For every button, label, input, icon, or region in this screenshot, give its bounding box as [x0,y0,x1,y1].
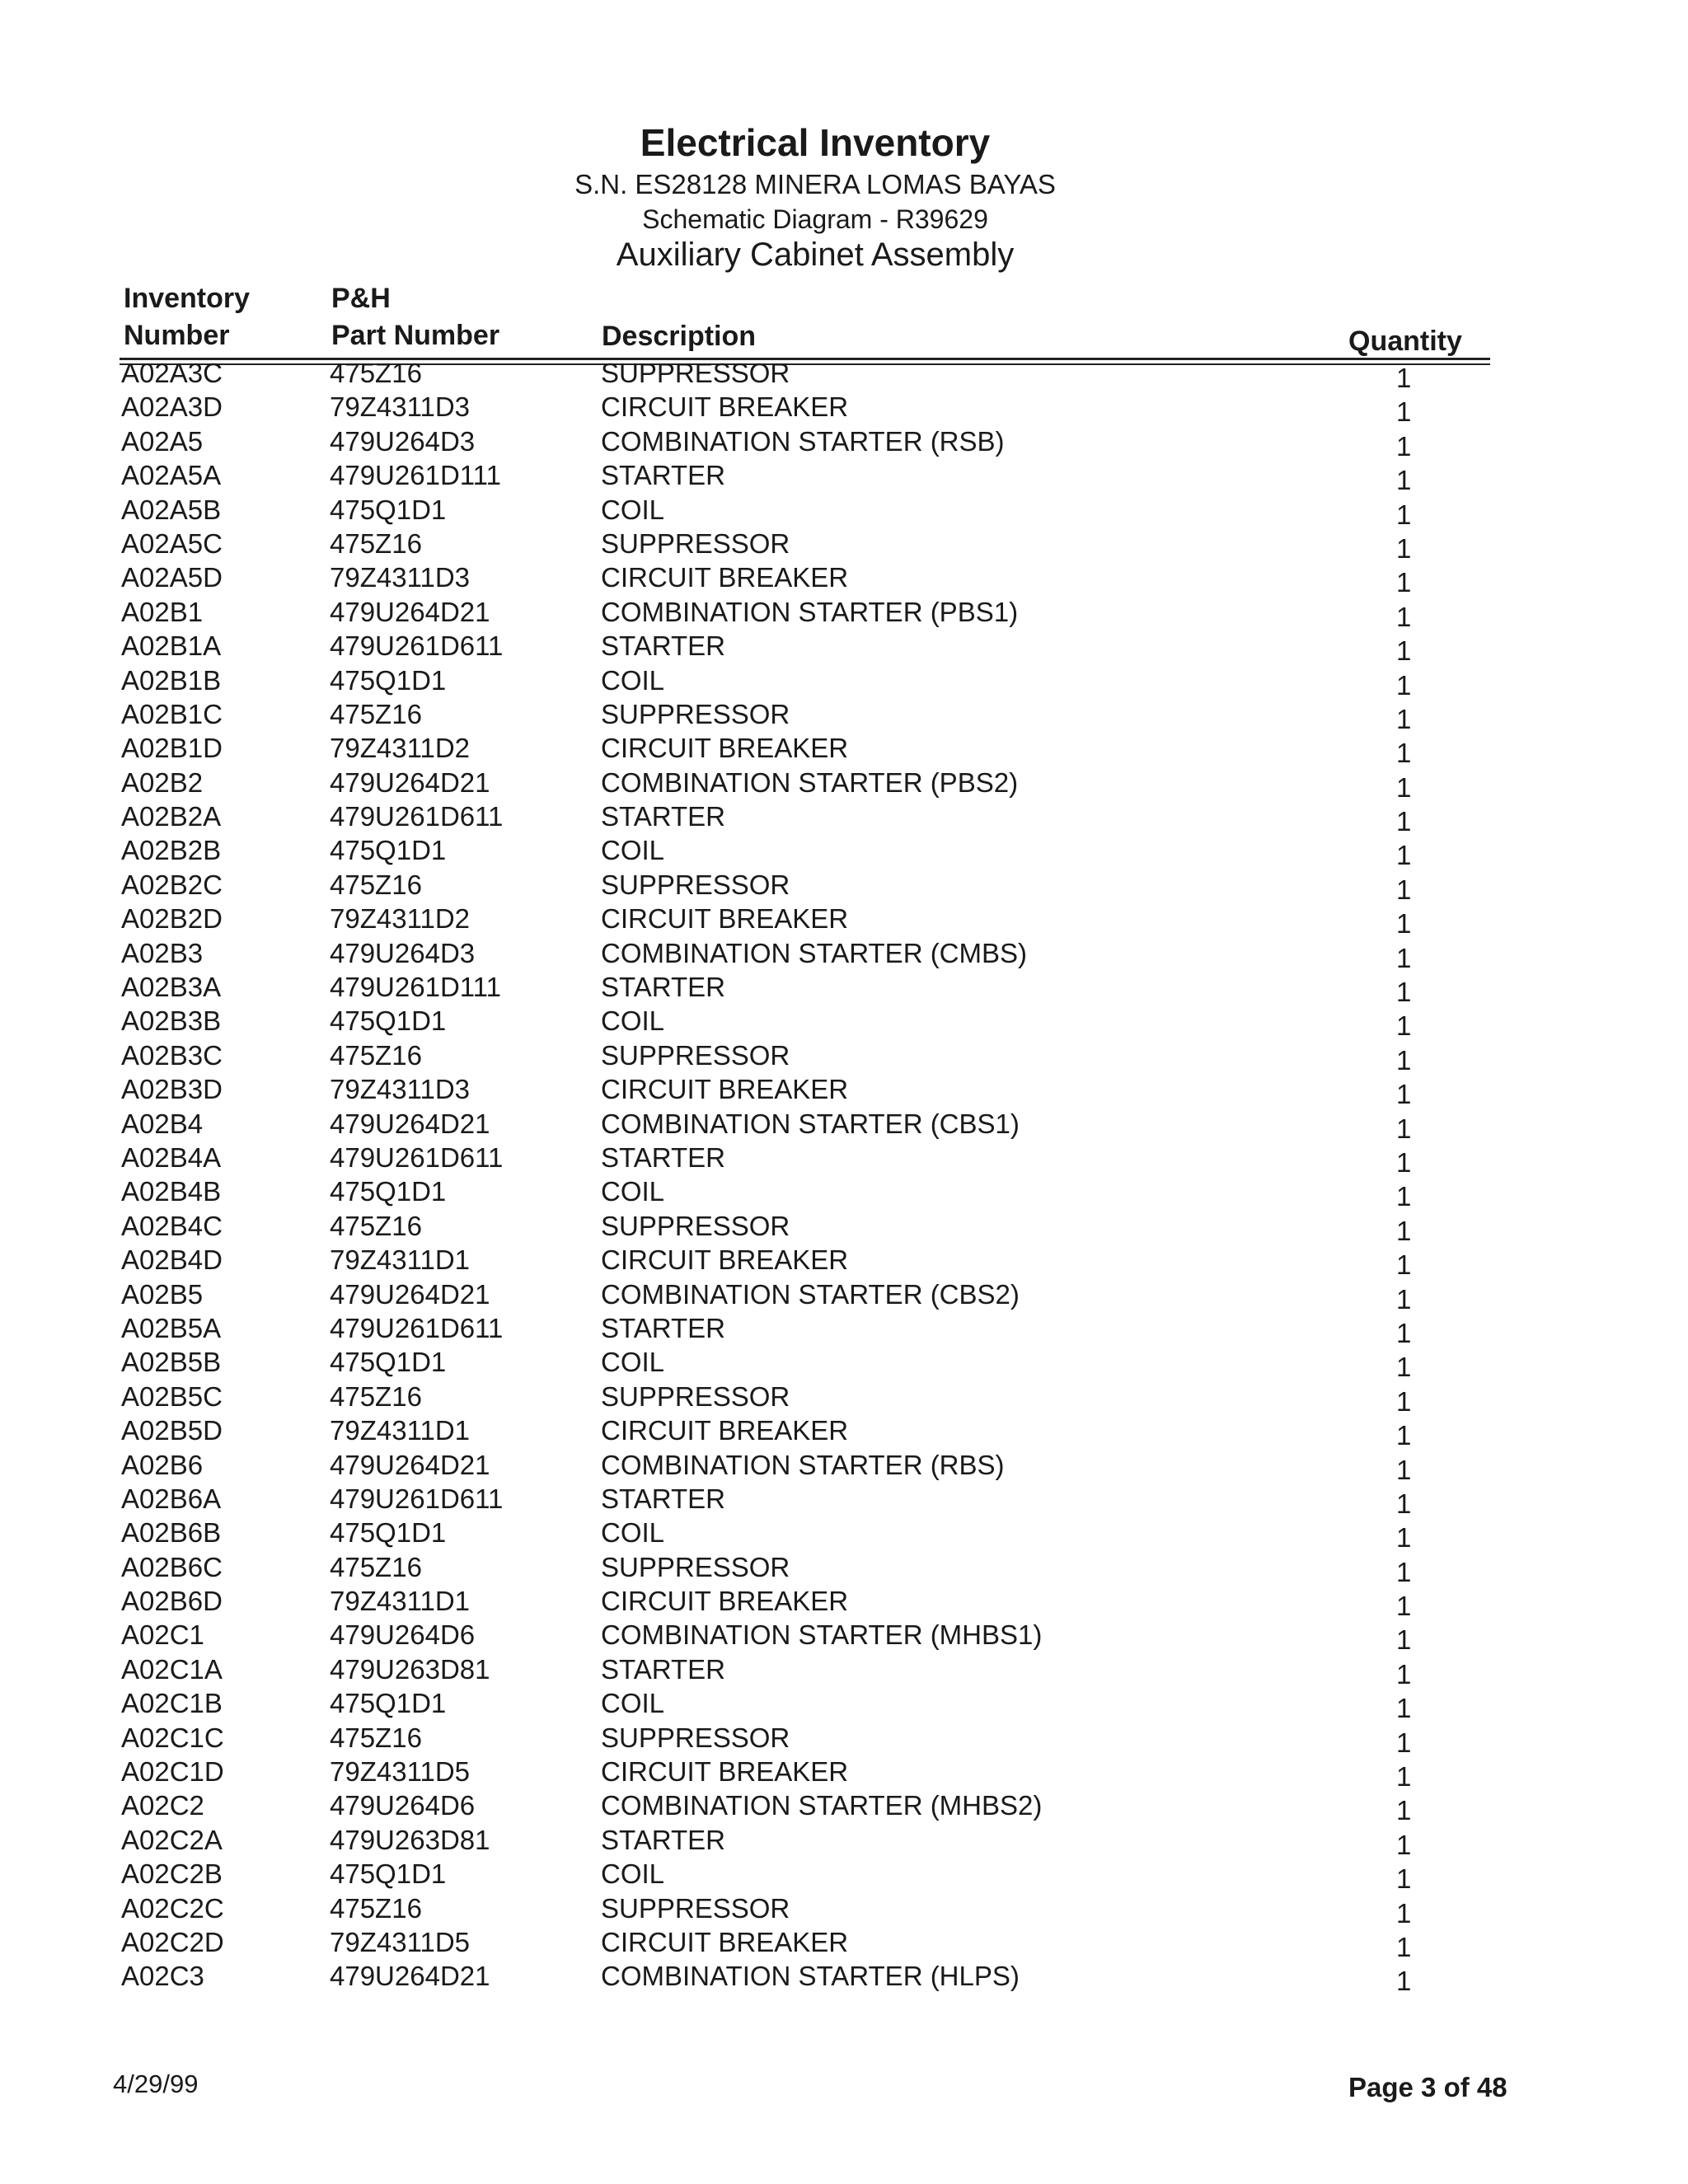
table-row [0,595,1688,632]
quantity-cell: 1 [1396,703,1412,734]
part-number-cell: 79Z4311D3 [330,562,471,593]
schematic-line: Schematic Diagram - R39629 [642,204,988,234]
quantity-cell: 1 [1396,669,1412,701]
quantity-cell: 1 [1396,1624,1412,1656]
part-number-cell: 475Q1D1 [330,1176,447,1207]
quantity-cell: 1 [1396,1079,1412,1110]
part-number-cell: 475Z16 [330,358,422,388]
table-row [0,663,1688,701]
part-number-cell: 479U264D6 [330,1790,476,1821]
inventory-number-cell: A02B3 [121,937,204,968]
inventory-number-cell: A02B3B [121,1005,222,1037]
column-header-part-number: Part Number [331,320,500,351]
description-cell: SUPPRESSOR [601,1380,790,1412]
inventory-number-cell: A02B4 [121,1108,204,1139]
part-number-cell: 479U261D611 [330,1312,504,1343]
table-row [0,833,1688,871]
quantity-cell: 1 [1396,1044,1412,1076]
table-row [0,1925,1688,1962]
description-cell: SUPPRESSOR [601,1551,790,1582]
inventory-number-cell: A02C2A [121,1824,223,1855]
inventory-number-cell: A02A5B [121,494,222,525]
table-row [0,936,1688,973]
quantity-cell: 1 [1396,1931,1412,1962]
part-number-cell: 479U264D6 [330,1619,476,1651]
part-number-cell: 479U263D81 [330,1653,490,1685]
part-number-cell: 79Z4311D3 [330,1074,471,1105]
inventory-number-cell: A02A5D [121,562,223,593]
description-cell: CIRCUIT BREAKER [601,1244,849,1276]
table-row [0,1823,1688,1860]
table-row [0,629,1688,667]
part-number-cell: 475Z16 [330,1892,422,1924]
table-row [0,799,1688,837]
description-cell: STARTER [601,1312,725,1343]
table-row [0,424,1688,462]
column-header-description: Description [602,321,757,352]
quantity-cell: 1 [1396,1897,1412,1929]
inventory-number-cell: A02B5 [121,1278,204,1310]
part-number-cell: 479U264D21 [330,1278,490,1310]
part-number-cell: 479U263D81 [330,1824,490,1855]
quantity-cell: 1 [1396,1556,1412,1587]
inventory-number-cell: A02A3C [121,358,223,388]
quantity-cell: 1 [1396,1727,1412,1758]
description-cell: STARTER [601,1483,725,1514]
description-cell: CIRCUIT BREAKER [601,1586,849,1617]
quantity-cell: 1 [1396,1249,1412,1281]
footer-date: 4/29/99 [113,2069,199,2098]
part-number-cell: 475Q1D1 [330,1517,447,1549]
description-cell: STARTER [601,972,725,1003]
table-row [0,1209,1688,1246]
quantity-cell: 1 [1396,1488,1412,1519]
column-header-inventory: Inventory [124,283,251,314]
part-number-cell: 475Z16 [330,1210,422,1241]
inventory-number-cell: A02C2C [121,1892,224,1924]
inventory-number-cell: A02B6B [121,1517,222,1549]
inventory-number-cell: A02B1D [121,733,223,764]
inventory-number-cell: A02B1 [121,596,204,627]
inventory-number-cell: A02B4B [121,1176,222,1207]
description-cell: CIRCUIT BREAKER [601,1926,849,1957]
inventory-number-cell: A02B4C [121,1210,223,1241]
quantity-cell: 1 [1396,499,1412,530]
part-number-cell: 479U264D21 [330,596,490,627]
description-cell: STARTER [601,460,725,491]
description-cell: CIRCUIT BREAKER [601,903,849,935]
description-cell: COMBINATION STARTER (PBS2) [601,766,1019,798]
quantity-cell: 1 [1396,430,1412,462]
description-cell: COMBINATION STARTER (RSB) [601,425,1005,457]
quantity-cell: 1 [1396,806,1412,837]
table-row [0,766,1688,803]
inventory-number-cell: A02B5C [121,1380,223,1412]
description-cell: COMBINATION STARTER (MHBS1) [601,1619,1043,1651]
description-cell: STARTER [601,1653,725,1685]
table-row [0,1618,1688,1656]
table-row [0,1141,1688,1178]
serial-number-line: S.N. ES28128 MINERA LOMAS BAYAS [574,169,1056,199]
description-cell: SUPPRESSOR [601,1039,790,1071]
description-cell: COIL [601,1688,665,1719]
description-cell: STARTER [601,1824,725,1855]
inventory-number-cell: A02B6A [121,1483,222,1514]
table-row [0,1891,1688,1929]
table-row [0,1243,1688,1281]
quantity-cell: 1 [1396,396,1412,428]
quantity-cell: 1 [1396,567,1412,598]
part-number-cell: 475Q1D1 [330,1347,447,1378]
part-number-cell: 79Z4311D1 [330,1244,471,1276]
part-number-cell: 475Z16 [330,527,422,559]
inventory-number-cell: A02C1C [121,1722,224,1753]
quantity-cell: 1 [1396,1966,1412,1997]
inventory-number-cell: A02C1B [121,1688,223,1719]
description-cell: STARTER [601,1141,725,1173]
table-row [0,1550,1688,1587]
inventory-number-cell: A02C2 [121,1790,204,1821]
part-number-cell: 475Q1D1 [330,1858,447,1890]
description-cell: STARTER [601,630,725,662]
description-cell: SUPPRESSOR [601,1210,790,1241]
table-row [0,1516,1688,1554]
assembly-title: Auxiliary Cabinet Assembly [616,237,1015,273]
quantity-cell: 1 [1396,1829,1412,1860]
table-row [0,1311,1688,1348]
inventory-number-cell: A02B2B [121,835,222,866]
inventory-number-cell: A02B4D [121,1244,223,1276]
quantity-cell: 1 [1396,1863,1412,1895]
inventory-number-cell: A02B2D [121,903,223,935]
table-row [0,1448,1688,1485]
table-row [0,868,1688,905]
quantity-cell: 1 [1396,1420,1412,1451]
description-cell: SUPPRESSOR [601,358,790,388]
table-row [0,1482,1688,1519]
table-row [0,1380,1688,1417]
inventory-number-cell: A02B6D [121,1586,223,1617]
table-row [0,390,1688,428]
part-number-cell: 79Z4311D3 [330,391,471,423]
part-number-cell: 475Z16 [330,869,422,900]
part-number-cell: 79Z4311D5 [330,1756,471,1788]
table-row [0,1107,1688,1144]
part-number-cell: 475Q1D1 [330,664,447,696]
table-row [0,1857,1688,1895]
table-row [0,970,1688,1008]
description-cell: COMBINATION STARTER (HLPS) [601,1961,1020,1992]
part-number-cell: 479U264D21 [330,1108,490,1139]
quantity-cell: 1 [1396,1591,1412,1622]
description-cell: SUPPRESSOR [601,698,790,729]
inventory-number-cell: A02C2D [121,1926,224,1957]
part-number-cell: 479U264D21 [330,1961,490,1992]
table-row [0,1721,1688,1758]
table-row [0,697,1688,734]
description-cell: COIL [601,1858,665,1890]
part-number-cell: 475Z16 [330,1380,422,1412]
part-number-cell: 479U261D611 [330,1483,504,1514]
description-cell: COIL [601,835,665,866]
inventory-number-cell: A02B4A [121,1141,222,1173]
inventory-number-cell: A02A5A [121,460,222,491]
description-cell: COMBINATION STARTER (CBS1) [601,1108,1020,1139]
part-number-cell: 79Z4311D5 [330,1926,471,1957]
part-number-cell: 475Q1D1 [330,1688,447,1719]
description-cell: COIL [601,1347,665,1378]
part-number-cell: 475Q1D1 [330,835,447,866]
inventory-number-cell: A02A5 [121,425,204,457]
table-row [0,1277,1688,1315]
part-number-cell: 79Z4311D2 [330,733,471,764]
part-number-cell: 479U261D611 [330,630,504,662]
quantity-cell: 1 [1396,1146,1412,1178]
description-cell: CIRCUIT BREAKER [601,562,849,593]
description-cell: CIRCUIT BREAKER [601,1074,849,1105]
table-row [0,1072,1688,1110]
table-row [0,527,1688,564]
quantity-cell: 1 [1396,1283,1412,1315]
part-number-cell: 479U261D611 [330,1141,504,1173]
description-cell: CIRCUIT BREAKER [601,1756,849,1788]
inventory-number-cell: A02C3 [121,1961,204,1992]
quantity-cell: 1 [1396,1113,1412,1144]
quantity-cell: 1 [1396,1317,1412,1348]
inventory-number-cell: A02B5B [121,1347,222,1378]
part-number-cell: 79Z4311D2 [330,903,471,935]
inventory-number-cell: A02B3D [121,1074,223,1105]
quantity-cell: 1 [1396,908,1412,940]
quantity-cell: 1 [1396,771,1412,803]
inventory-number-cell: A02B3A [121,972,222,1003]
quantity-cell: 1 [1396,465,1412,496]
quantity-cell: 1 [1396,1010,1412,1042]
quantity-cell: 1 [1396,1761,1412,1793]
description-cell: COMBINATION STARTER (CBS2) [601,1278,1020,1310]
description-cell: SUPPRESSOR [601,1892,790,1924]
inventory-number-cell: A02B6 [121,1449,204,1480]
table-row [0,1652,1688,1690]
part-number-cell: 79Z4311D1 [330,1586,471,1617]
inventory-number-cell: A02B2A [121,801,222,832]
page-number: Page 3 of 48 [1348,2072,1507,2102]
table-row [0,902,1688,940]
description-cell: SUPPRESSOR [601,1722,790,1753]
quantity-cell: 1 [1396,1795,1412,1826]
part-number-cell: 479U261D111 [330,972,501,1003]
quantity-cell: 1 [1396,977,1412,1008]
table-row [0,493,1688,530]
description-cell: STARTER [601,801,725,832]
table-row [0,1038,1688,1076]
table-row [0,1788,1688,1826]
part-number-cell: 475Z16 [330,698,422,729]
part-number-cell: 79Z4311D1 [330,1415,471,1446]
table-row [0,458,1688,496]
description-cell: COIL [601,1517,665,1549]
part-number-cell: 475Z16 [330,1551,422,1582]
quantity-cell: 1 [1396,635,1412,667]
quantity-cell: 1 [1396,532,1412,564]
inventory-number-cell: A02B6C [121,1551,223,1582]
inventory-number-cell: A02B2C [121,869,223,900]
description-cell: COMBINATION STARTER (MHBS2) [601,1790,1043,1821]
table-row [0,1959,1688,1997]
inventory-number-cell: A02C1A [121,1653,223,1685]
description-cell: COIL [601,1176,665,1207]
inventory-number-cell: A02C2B [121,1858,223,1890]
description-cell: COMBINATION STARTER (PBS1) [601,596,1019,627]
description-cell: COIL [601,1005,665,1037]
inventory-number-cell: A02B5A [121,1312,222,1343]
inventory-number-cell: A02B5D [121,1415,223,1446]
quantity-cell: 1 [1396,942,1412,973]
table-row [0,560,1688,598]
quantity-cell: 1 [1396,1215,1412,1246]
inventory-number-cell: A02A5C [121,527,223,559]
part-number-cell: 479U264D3 [330,425,476,457]
inventory-table [0,356,1688,1997]
column-header-quantity: Quantity [1348,326,1462,357]
quantity-cell: 1 [1396,363,1412,393]
inventory-number-cell: A02C1 [121,1619,204,1651]
description-cell: COIL [601,494,665,525]
table-row [0,1755,1688,1793]
table-row [0,731,1688,769]
part-number-cell: 475Z16 [330,1039,422,1071]
inventory-number-cell: A02B1C [121,698,223,729]
quantity-cell: 1 [1396,1658,1412,1690]
description-cell: CIRCUIT BREAKER [601,391,849,423]
column-header-number: Number [124,320,230,351]
description-cell: COMBINATION STARTER (RBS) [601,1449,1005,1480]
part-number-cell: 479U261D111 [330,460,501,491]
inventory-number-cell: A02A3D [121,391,223,423]
quantity-cell: 1 [1396,1181,1412,1212]
description-cell: SUPPRESSOR [601,527,790,559]
part-number-cell: 479U264D21 [330,766,490,798]
description-cell: CIRCUIT BREAKER [601,733,849,764]
part-number-cell: 475Z16 [330,1722,422,1753]
table-row [0,1686,1688,1724]
quantity-cell: 1 [1396,1352,1412,1383]
inventory-number-cell: A02B2 [121,766,204,798]
quantity-cell: 1 [1396,1385,1412,1417]
inventory-number-cell: A02C1D [121,1756,224,1788]
quantity-cell: 1 [1396,738,1412,769]
description-cell: COMBINATION STARTER (CMBS) [601,937,1028,968]
table-row [0,1004,1688,1042]
table-row [0,1413,1688,1451]
quantity-cell: 1 [1396,601,1412,632]
quantity-cell: 1 [1396,840,1412,871]
quantity-cell: 1 [1396,1693,1412,1724]
part-number-cell: 479U261D611 [330,801,504,832]
part-number-cell: 475Q1D1 [330,494,447,525]
table-row [0,356,1688,393]
description-cell: CIRCUIT BREAKER [601,1415,849,1446]
quantity-cell: 1 [1396,874,1412,905]
part-number-cell: 479U264D3 [330,937,476,968]
part-number-cell: 475Q1D1 [330,1005,447,1037]
inventory-number-cell: A02B1A [121,630,222,662]
part-number-cell: 479U264D21 [330,1449,490,1480]
document-title: Electrical Inventory [640,121,991,164]
table-row [0,1584,1688,1622]
quantity-cell: 1 [1396,1454,1412,1485]
inventory-number-cell: A02B3C [121,1039,223,1071]
table-row [0,1345,1688,1383]
description-cell: SUPPRESSOR [601,869,790,900]
table-row [0,1174,1688,1212]
inventory-number-cell: A02B1B [121,664,222,696]
quantity-cell: 1 [1396,1522,1412,1554]
column-header-ph: P&H [331,283,391,314]
description-cell: COIL [601,664,665,696]
